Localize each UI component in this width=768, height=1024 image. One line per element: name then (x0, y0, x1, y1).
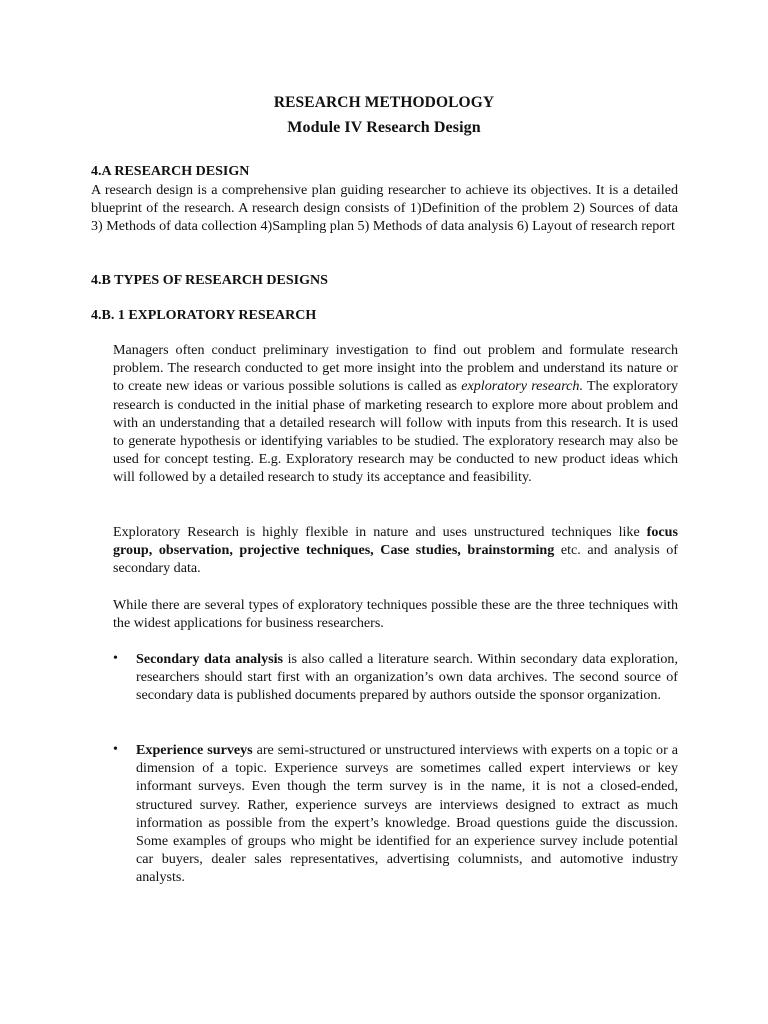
exploratory-paragraph-2 (113, 523, 678, 578)
exploratory-research-term: exploratory research. (461, 378, 583, 395)
bullet-text (136, 650, 678, 705)
exploratory-paragraph-3: While there are several types of exploratory techniques possible these are the three techniques with the widest applications for business researchers. (113, 597, 678, 632)
bullet-icon: • (113, 651, 118, 666)
exploratory-p1-text-a: Managers often conduct preliminary investigation to find out problem and formulate research problem. The research conducted to get more insight into the problem and understand its nature or to create new ideas or various possible solutions is called as (113, 342, 678, 395)
bullet-description: is also called a literature search. Within secondary data exploration, researchers should start first with an organization’s own data archives. The second source of secondary data is published documents prepared by authors outside the sponsor organization. (136, 651, 679, 704)
section-heading-4a: 4.A RESEARCH DESIGN (91, 164, 250, 179)
research-design-paragraph: A research design is a comprehensive plan guiding researcher to achieve its objectives. It is a detailed blueprint of the research. A research design consists of 1)Definition of the problem 2) Sources of data 3) Methods of data collection 4)Sampling plan 5) Methods of data analysis 6) Layout of research report (91, 182, 678, 235)
document-subtitle: Module IV Research Design (287, 119, 481, 136)
exploratory-techniques-list: focus group, observation, projective techniques, Case studies, brainstorming (113, 524, 678, 559)
section-heading-4b: 4.B TYPES OF RESEARCH DESIGNS (91, 273, 328, 288)
exploratory-paragraph-1 (113, 341, 678, 487)
bullet-text (136, 741, 678, 887)
bullet-icon: • (113, 742, 118, 757)
exploratory-p2-text-a: Exploratory Research is highly flexible in nature and uses unstructured techniques like (113, 524, 647, 540)
bullet-term: Secondary data analysis (136, 651, 284, 667)
exploratory-p2-text-b: etc. and analysis of secondary data. (113, 542, 678, 577)
exploratory-p1-text-b: The exploratory research is conducted in the initial phase of marketing research to explore more about problem and with an understanding that a detailed research will follow with inputs from this research. It is used to generate hypothesis or identifying variables to be studied. The exploratory research may also be used for concept testing. E.g. Exploratory research may be conducted to new product ideas which will followed by a detailed research to study its acceptance and feasibility. (113, 378, 678, 486)
document-title: RESEARCH METHODOLOGY (273, 94, 495, 111)
bullet-term: Experience surveys (136, 742, 253, 758)
section-heading-4b1: 4.B. 1 EXPLORATORY RESEARCH (91, 308, 317, 323)
bullet-description: are semi-structured or unstructured interviews with experts on a topic or a dimension of a topic. Experience surveys are sometimes called expert interviews or key informant surveys. Even though the term survey is in the name, it is not a closed-ended, structured survey. Rather, experience surveys are interviews designed to extract as much information as possible from the expert’s knowledge. Broad questions guide the discussion. Some examples of groups who might be identified for an experience survey include potential car buyers, dealer sales representatives, advertising columnists, and automotive industry analysts. (136, 742, 678, 886)
